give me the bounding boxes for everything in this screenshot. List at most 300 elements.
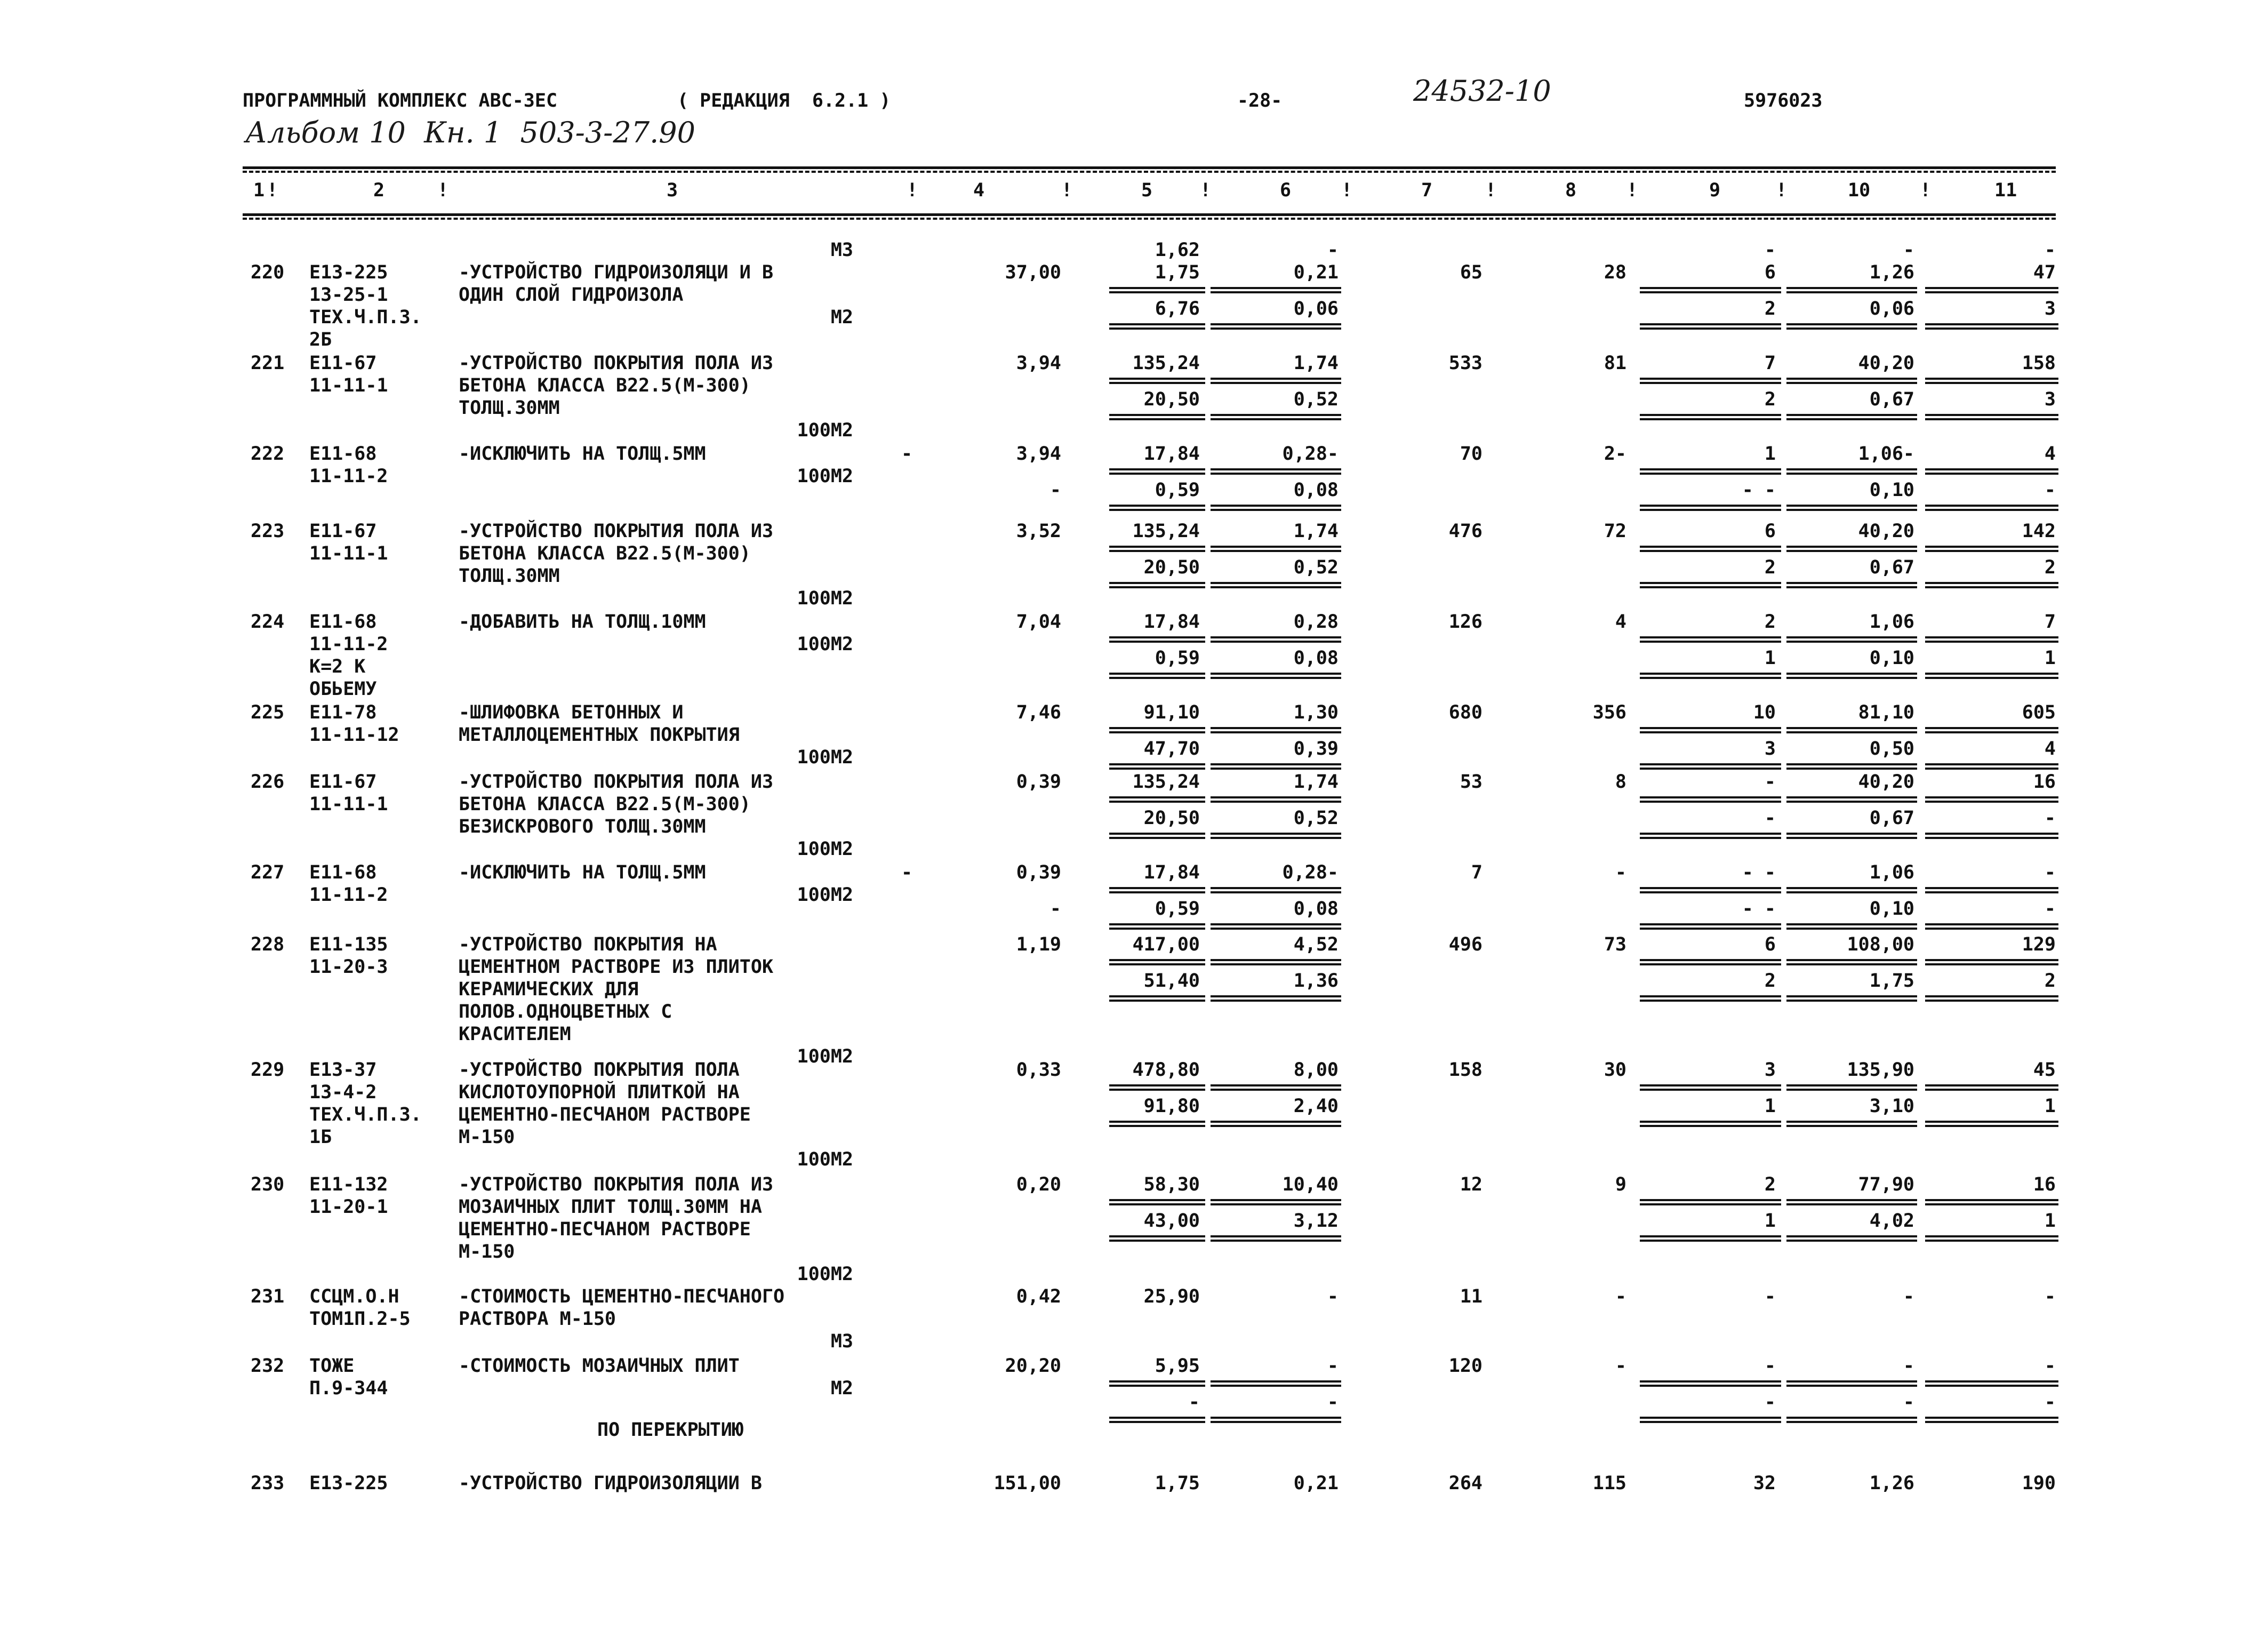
subtotal-rule	[1640, 1235, 1781, 1237]
subtotal-rule	[1640, 382, 1781, 384]
subcell-c6: 0,52	[1293, 808, 1339, 829]
subtotal-rule	[1925, 1121, 2058, 1123]
subtotal-rule	[1109, 731, 1205, 733]
cell-c5: 1,75	[1155, 262, 1200, 283]
program-title: ПРОГРАММНЫЙ КОМПЛЕКС АВС-ЗЕС	[243, 90, 558, 111]
subtotal-rule	[1640, 1084, 1781, 1086]
subtotal-rule	[1925, 291, 2058, 293]
subtotal-rule	[1211, 468, 1341, 470]
norm-code: П.9-344	[309, 1378, 388, 1399]
subcell-c4: -	[1049, 898, 1061, 920]
cell-c7: 264	[1448, 1473, 1482, 1494]
subtotal-rule	[1109, 727, 1205, 729]
work-description: -УСТРОЙСТВО ПОКРЫТИЯ ПОЛА ИЗ	[459, 771, 774, 793]
subtotal-rule	[1109, 1125, 1205, 1127]
subcell-c5: 20,50	[1143, 557, 1200, 578]
norm-code: 11-20-1	[309, 1196, 388, 1218]
cell-c8: 30	[1604, 1059, 1626, 1081]
norm-code: 13-4-2	[309, 1082, 377, 1103]
cell-c10: 40,20	[1858, 521, 1914, 542]
norm-code: Е11-135	[309, 934, 388, 955]
subtotal-rule	[1786, 763, 1917, 765]
subtotal-rule	[1786, 1125, 1917, 1127]
subtotal-rule	[1109, 636, 1205, 638]
cell-c7: 158	[1448, 1059, 1482, 1081]
cell-c8: -	[1615, 1355, 1626, 1377]
subtotal-rule	[1640, 963, 1781, 965]
subcell-c10: 3,10	[1869, 1096, 1914, 1117]
subtotal-rule	[1786, 959, 1917, 961]
subtotal-rule	[1211, 586, 1341, 588]
norm-code: Е11-68	[309, 611, 377, 633]
subtotal-rule	[1640, 833, 1781, 835]
subtotal-rule	[1786, 636, 1917, 638]
subtotal-rule	[1109, 509, 1205, 511]
subtotal-rule	[1786, 1421, 1917, 1423]
subtotal-rule	[1925, 837, 2058, 839]
unit-label: М3	[830, 239, 853, 261]
work-description: -ИСКЛЮЧИТЬ НА ТОЛЩ.5ММ	[459, 862, 706, 883]
subtotal-rule	[1211, 327, 1341, 330]
subcell-c6: 1,36	[1293, 970, 1339, 992]
cell-c10: -	[1903, 1286, 1914, 1307]
norm-code: Е11-67	[309, 353, 377, 374]
subtotal-rule	[1786, 1417, 1917, 1419]
subtotal-rule	[1109, 1199, 1205, 1201]
cell-c6: 1,74	[1293, 771, 1339, 793]
subtotal-rule	[1786, 1235, 1917, 1237]
work-description: М-150	[459, 1126, 515, 1148]
subtotal-rule	[1925, 995, 2058, 997]
subtotal-rule	[1925, 586, 2058, 588]
work-description: КРАСИТЕЛЕМ	[459, 1024, 571, 1045]
cell-c7: 11	[1460, 1286, 1482, 1307]
subtotal-rule	[1640, 468, 1781, 470]
subtotal-rule	[1786, 468, 1917, 470]
row-number: 233	[251, 1473, 285, 1494]
cell-c7: 680	[1448, 702, 1482, 723]
cell-c4: 37,00	[1005, 262, 1061, 283]
subtotal-rule	[1786, 550, 1917, 552]
page-number: -28-	[1237, 90, 1283, 111]
subcell-c10: 0,67	[1869, 808, 1914, 829]
work-description: -УСТРОЙСТВО ПОКРЫТИЯ ПОЛА ИЗ	[459, 521, 774, 542]
subcell-c9: - -	[1742, 480, 1776, 501]
subtotal-rule	[1786, 731, 1917, 733]
cell-c8: 115	[1592, 1473, 1626, 1494]
work-description: МОЗАИЧНЫХ ПЛИТ ТОЛЩ.30ММ НА	[459, 1196, 762, 1218]
norm-code: 11-11-1	[309, 543, 388, 564]
subtotal-rule	[1925, 1203, 2058, 1205]
cell-c10: 135,90	[1847, 1059, 1914, 1081]
row-number: 229	[251, 1059, 285, 1081]
norm-code: Е11-132	[309, 1174, 388, 1195]
subtotal-rule	[1640, 1000, 1781, 1002]
subtotal-rule	[1640, 891, 1781, 893]
column-separator: !	[437, 180, 449, 201]
column-header-3: 3	[667, 180, 678, 201]
subcell-c10: 4,02	[1869, 1210, 1914, 1232]
subtotal-rule	[1925, 505, 2058, 507]
subtotal-rule	[1109, 928, 1205, 930]
subtotal-rule	[1211, 928, 1341, 930]
cell-c4: 7,04	[1016, 611, 1061, 633]
subcell-c5: 0,59	[1155, 648, 1200, 669]
norm-code: 11-11-2	[309, 466, 388, 487]
unit-label: 100М2	[797, 420, 853, 441]
column-separator: !	[1341, 180, 1353, 201]
subtotal-rule	[1925, 1125, 2058, 1127]
subtotal-rule	[1786, 641, 1917, 643]
cell-c5: 417,00	[1132, 934, 1200, 955]
section-title: ПО ПЕРЕКРЫТИЮ	[597, 1419, 743, 1441]
subtotal-rule	[1211, 677, 1341, 679]
row-number: 230	[251, 1174, 285, 1195]
subcell-c11: -	[2044, 808, 2056, 829]
work-description: -СТОИМОСТЬ ЦЕМЕНТНО-ПЕСЧАНОГО	[459, 1286, 785, 1307]
cell-c11: 142	[2022, 521, 2056, 542]
column-header-6: 6	[1280, 180, 1292, 201]
norm-code: Е11-68	[309, 862, 377, 883]
cell-c5: 17,84	[1143, 443, 1200, 465]
cell-c11: 4	[2044, 443, 2056, 465]
subtotal-rule	[1109, 1240, 1205, 1242]
cell-c9: -	[1764, 1286, 1776, 1307]
subtotal-rule	[1925, 546, 2058, 548]
cell-c4: 1,19	[1016, 934, 1061, 955]
subtotal-rule	[1211, 1203, 1341, 1205]
subcell-c9: 2	[1764, 389, 1776, 410]
cell-c7: 496	[1448, 934, 1482, 955]
cell-c9: -	[1764, 1355, 1776, 1377]
cell-c6: 0,21	[1293, 1473, 1339, 1494]
column-separator: !	[1200, 180, 1212, 201]
cell-c8: 4	[1615, 611, 1626, 633]
subtotal-rule	[1211, 636, 1341, 638]
subtotal-rule	[1211, 1385, 1341, 1387]
subtotal-rule	[1925, 1089, 2058, 1091]
subtotal-rule	[1211, 995, 1341, 997]
subcell-c11: -	[2044, 480, 2056, 501]
cell-c9: 2	[1764, 1174, 1776, 1195]
cell-c11: 605	[2022, 702, 2056, 723]
subtotal-rule	[1786, 378, 1917, 380]
cell-c5: 17,84	[1143, 862, 1200, 883]
subtotal-rule	[1786, 923, 1917, 925]
subtotal-rule	[1109, 677, 1205, 679]
subtotal-rule	[1211, 959, 1341, 961]
subcell-c10: 0,50	[1869, 738, 1914, 760]
cell-c7: 65	[1460, 262, 1482, 283]
unit-label: 100М2	[797, 466, 853, 487]
column-separator: !	[907, 180, 918, 201]
subcell-c10: 0,06	[1869, 298, 1914, 319]
cell-c9: -	[1764, 239, 1776, 261]
subtotal-rule	[1640, 959, 1781, 961]
column-separator: !	[1776, 180, 1788, 201]
norm-code: ТОМ1П.2-5	[309, 1308, 411, 1330]
cell-c10: 1,26	[1869, 1473, 1914, 1494]
subtotal-rule	[1925, 731, 2058, 733]
subtotal-rule	[1925, 323, 2058, 325]
subtotal-rule	[1925, 928, 2058, 930]
subtotal-rule	[1925, 887, 2058, 889]
subtotal-rule	[1640, 1125, 1781, 1127]
subtotal-rule	[1109, 768, 1205, 770]
subtotal-rule	[1211, 641, 1341, 643]
subtotal-rule	[1640, 327, 1781, 330]
subtotal-rule	[1109, 641, 1205, 643]
subtotal-rule	[1109, 1421, 1205, 1423]
header-rule-top-dashed	[243, 171, 2056, 173]
subtotal-rule	[1109, 959, 1205, 961]
subcell-c6: 3,12	[1293, 1210, 1339, 1232]
norm-code: 11-11-2	[309, 634, 388, 655]
cell-c10: 81,10	[1858, 702, 1914, 723]
subtotal-rule	[1925, 677, 2058, 679]
subtotal-rule	[1925, 923, 2058, 925]
subtotal-rule	[1786, 582, 1917, 584]
subtotal-rule	[1211, 1121, 1341, 1123]
subtotal-rule	[1211, 1089, 1341, 1091]
cell-c7: 70	[1460, 443, 1482, 465]
row-number: 220	[251, 262, 285, 283]
cell-c5: 5,95	[1155, 1355, 1200, 1377]
work-description: БЕТОНА КЛАССА В22.5(М-300)	[459, 794, 751, 815]
subtotal-rule	[1211, 1199, 1341, 1201]
subcell-c6: 2,40	[1293, 1096, 1339, 1117]
subcell-c9: -	[1764, 808, 1776, 829]
subtotal-rule	[1211, 378, 1341, 380]
subtotal-rule	[1786, 586, 1917, 588]
unit-label: 100М2	[797, 747, 853, 768]
cell-c4: 0,39	[1016, 862, 1061, 883]
subtotal-rule	[1786, 546, 1917, 548]
subtotal-rule	[1786, 963, 1917, 965]
subcell-c5: 20,50	[1143, 389, 1200, 410]
unit-label: 100М2	[797, 1149, 853, 1170]
work-description: М-150	[459, 1241, 515, 1263]
work-description: ЦЕМЕНТНО-ПЕСЧАНОМ РАСТВОРЕ	[459, 1104, 751, 1125]
subcell-c5: 6,76	[1155, 298, 1200, 319]
norm-code: 11-11-1	[309, 794, 388, 815]
row-number: 231	[251, 1286, 285, 1307]
subcell-c10: -	[1903, 1392, 1914, 1413]
subtotal-rule	[1640, 418, 1781, 420]
subtotal-rule	[1786, 473, 1917, 475]
cell-c11: -	[2044, 1355, 2056, 1377]
cell-c11: 7	[2044, 611, 2056, 633]
subtotal-rule	[1211, 1240, 1341, 1242]
subtotal-rule	[1211, 505, 1341, 507]
cell-c7: 53	[1460, 771, 1482, 793]
subtotal-rule	[1211, 1125, 1341, 1127]
subtotal-rule	[1109, 287, 1205, 289]
subtotal-rule	[1786, 287, 1917, 289]
norm-code: 11-11-2	[309, 884, 388, 906]
column-header-4: 4	[973, 180, 985, 201]
header-rule-bottom-dashed	[243, 218, 2056, 220]
cell-c11: 47	[2033, 262, 2056, 283]
subtotal-rule	[1925, 891, 2058, 893]
unit-label: М3	[830, 1331, 853, 1352]
subtotal-rule	[1786, 887, 1917, 889]
subtotal-rule	[1786, 1240, 1917, 1242]
work-description: ОДИН СЛОЙ ГИДРОИЗОЛА	[459, 284, 684, 306]
subcell-c11: 2	[2044, 557, 2056, 578]
cell-c10: 1,26	[1869, 262, 1914, 283]
subcell-c9: 2	[1764, 970, 1776, 992]
subtotal-rule	[1211, 546, 1341, 548]
subcell-c6: 0,08	[1293, 648, 1339, 669]
edition-label: ( РЕДАКЦИЯ 6.2.1 )	[677, 90, 891, 111]
subtotal-rule	[1925, 963, 2058, 965]
work-description: -ШЛИФОВКА БЕТОННЫХ И	[459, 702, 684, 723]
subtotal-rule	[1925, 1000, 2058, 1002]
subcell-c11: 3	[2044, 389, 2056, 410]
subtotal-rule	[1786, 727, 1917, 729]
subtotal-rule	[1640, 414, 1781, 416]
subcell-c11: 1	[2044, 1096, 2056, 1117]
subcell-c9: 2	[1764, 557, 1776, 578]
subtotal-rule	[1925, 1417, 2058, 1419]
work-description: -УСТРОЙСТВО ПОКРЫТИЯ ПОЛА ИЗ	[459, 353, 774, 374]
cell-c8: 2-	[1604, 443, 1626, 465]
cell-c9: - -	[1742, 862, 1776, 883]
subtotal-rule	[1640, 287, 1781, 289]
subtotal-rule	[1109, 891, 1205, 893]
subtotal-rule	[1109, 1084, 1205, 1086]
cell-c9: 2	[1764, 611, 1776, 633]
subtotal-rule	[1109, 837, 1205, 839]
subcell-c11: -	[2044, 1392, 2056, 1413]
column-separator: !	[1485, 180, 1497, 201]
subtotal-rule	[1211, 1000, 1341, 1002]
subcell-c9: 3	[1764, 738, 1776, 760]
subtotal-rule	[1211, 837, 1341, 839]
subcell-c6: 0,52	[1293, 389, 1339, 410]
norm-code: Е13-37	[309, 1059, 377, 1081]
row-number: 232	[251, 1355, 285, 1377]
subtotal-rule	[1211, 1421, 1341, 1423]
subtotal-rule	[1786, 291, 1917, 293]
work-description: -УСТРОЙСТВО ПОКРЫТИЯ ПОЛА ИЗ	[459, 1174, 774, 1195]
cell-c11: 16	[2033, 1174, 2056, 1195]
subtotal-rule	[1786, 1385, 1917, 1387]
row-number: 225	[251, 702, 285, 723]
subtotal-rule	[1925, 378, 2058, 380]
subtotal-rule	[1640, 1421, 1781, 1423]
row-number: 224	[251, 611, 285, 633]
work-description: БЕТОНА КЛАССА В22.5(М-300)	[459, 375, 751, 396]
work-description: РАСТВОРА М-150	[459, 1308, 616, 1330]
cell-c9: 7	[1764, 353, 1776, 374]
subcell-c11: 3	[2044, 298, 2056, 319]
cell-c6: 0,21	[1293, 262, 1339, 283]
subtotal-rule	[1211, 796, 1341, 798]
cell-c6: -	[1327, 239, 1339, 261]
handwritten-album-label: Альбом 10 Кн. 1 503-3-27.90	[245, 116, 696, 149]
work-description: МЕТАЛЛОЦЕМЕНТНЫХ ПОКРЫТИЯ	[459, 724, 740, 746]
subtotal-rule	[1786, 1000, 1917, 1002]
subtotal-rule	[1786, 796, 1917, 798]
subtotal-rule	[1925, 418, 2058, 420]
subtotal-rule	[1786, 833, 1917, 835]
subtotal-rule	[1786, 673, 1917, 675]
subtotal-rule	[1786, 1380, 1917, 1383]
subtotal-rule	[1786, 323, 1917, 325]
subtotal-rule	[1786, 414, 1917, 416]
subtotal-rule	[1925, 1199, 2058, 1201]
work-description: -УСТРОЙСТВО ПОКРЫТИЯ НА	[459, 934, 717, 955]
cell-c6: 1,30	[1293, 702, 1339, 723]
subcell-c11: 1	[2044, 1210, 2056, 1232]
subtotal-rule	[1109, 546, 1205, 548]
work-description: ТОЛЩ.30ММ	[459, 397, 560, 419]
cell-c9: 6	[1764, 262, 1776, 283]
subtotal-rule	[1211, 891, 1341, 893]
cell-c6: 0,28-	[1282, 443, 1339, 465]
subtotal-rule	[1109, 550, 1205, 552]
subtotal-rule	[1109, 833, 1205, 835]
cell-c5: 91,10	[1143, 702, 1200, 723]
row-number: 228	[251, 934, 285, 955]
subtotal-rule	[1925, 1385, 2058, 1387]
work-description: КИСЛОТОУПОРНОЙ ПЛИТКОЙ НА	[459, 1082, 740, 1103]
subtotal-rule	[1109, 1385, 1205, 1387]
subtotal-rule	[1211, 1235, 1341, 1237]
cell-c10: -	[1903, 239, 1914, 261]
work-description: -УСТРОЙСТВО ПОКРЫТИЯ ПОЛА	[459, 1059, 740, 1081]
subtotal-rule	[1925, 1235, 2058, 1237]
subtotal-rule	[1109, 291, 1205, 293]
cell-c4: 3,52	[1016, 521, 1061, 542]
subtotal-rule	[1109, 468, 1205, 470]
subtotal-rule	[1640, 641, 1781, 643]
subtotal-rule	[1109, 505, 1205, 507]
subtotal-rule	[1109, 378, 1205, 380]
subtotal-rule	[1211, 731, 1341, 733]
subcell-c5: 91,80	[1143, 1096, 1200, 1117]
subtotal-rule	[1786, 677, 1917, 679]
cell-c11: -	[2044, 1286, 2056, 1307]
cell-c6: 0,28	[1293, 611, 1339, 633]
subtotal-rule	[1109, 995, 1205, 997]
subcell-c9: 1	[1764, 1096, 1776, 1117]
cell-c10: 40,20	[1858, 353, 1914, 374]
subcell-c10: 0,67	[1869, 557, 1914, 578]
subtotal-rule	[1211, 291, 1341, 293]
subtotal-rule	[1211, 673, 1341, 675]
cell-c10: 77,90	[1858, 1174, 1914, 1195]
subcell-c6: 0,39	[1293, 738, 1339, 760]
norm-code: ССЦМ.О.Н	[309, 1286, 399, 1307]
subtotal-rule	[1640, 801, 1781, 803]
norm-code: 11-20-3	[309, 956, 388, 978]
subtotal-rule	[1925, 833, 2058, 835]
subtotal-rule	[1925, 1421, 2058, 1423]
cell-c9: 6	[1764, 521, 1776, 542]
cell-c6: 4,52	[1293, 934, 1339, 955]
subtotal-rule	[1211, 473, 1341, 475]
subcell-c9: 1	[1764, 648, 1776, 669]
subcell-c6: 0,08	[1293, 898, 1339, 920]
subcell-c6: 0,06	[1293, 298, 1339, 319]
subtotal-rule	[1925, 473, 2058, 475]
cell-c5: 135,24	[1132, 771, 1200, 793]
subtotal-rule	[1640, 677, 1781, 679]
cell-c5: 478,80	[1132, 1059, 1200, 1081]
